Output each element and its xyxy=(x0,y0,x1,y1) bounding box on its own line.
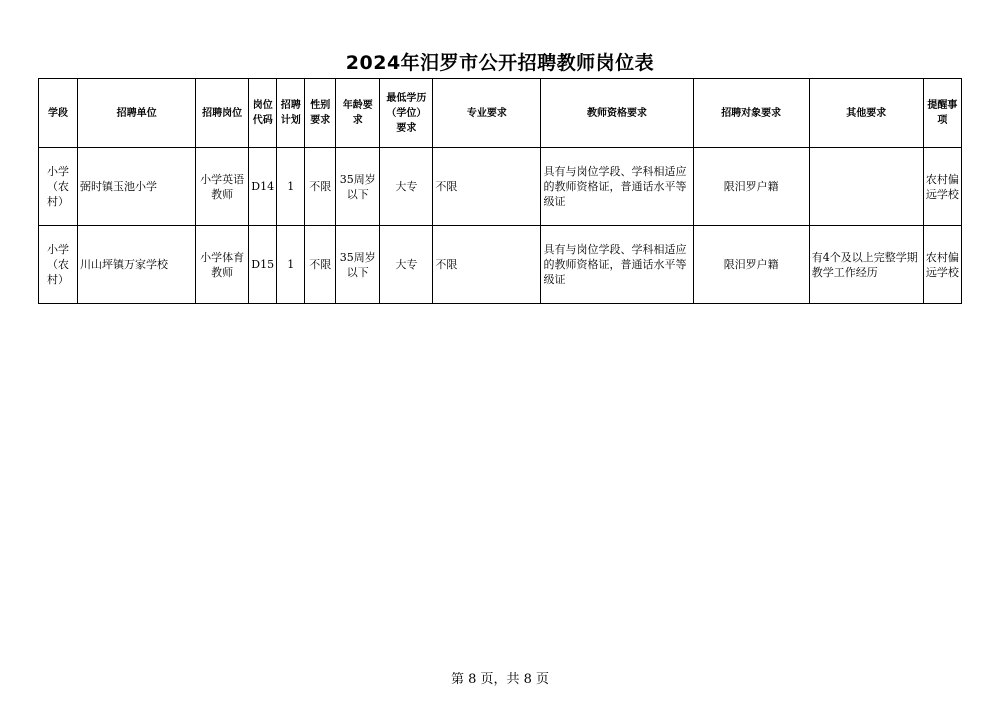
cell-qualification: 具有与岗位学段、学科相适应的教师资格证，普通话水平等级证 xyxy=(541,148,693,226)
cell-gender: 不限 xyxy=(305,148,336,226)
cell-target: 限汨罗户籍 xyxy=(693,148,809,226)
cell-major: 不限 xyxy=(433,226,541,304)
cell-gender: 不限 xyxy=(305,226,336,304)
cell-age: 35周岁以下 xyxy=(336,226,380,304)
cell-plan: 1 xyxy=(277,148,305,226)
cell-other xyxy=(809,148,923,226)
header-gender: 性别要求 xyxy=(305,79,336,148)
cell-target: 限汨罗户籍 xyxy=(693,226,809,304)
recruitment-table xyxy=(38,78,962,304)
cell-stage: 小学（农村） xyxy=(39,148,78,226)
page-title: 2024年汨罗市公开招聘教师岗位表 xyxy=(345,52,655,74)
header-target: 招聘对象要求 xyxy=(693,79,809,148)
cell-post: 小学体育教师 xyxy=(196,226,249,304)
cell-unit: 川山坪镇万家学校 xyxy=(78,226,196,304)
header-qualification: 教师资格要求 xyxy=(541,79,693,148)
cell-qualification: 具有与岗位学段、学科相适应的教师资格证，普通话水平等级证 xyxy=(541,226,693,304)
header-post: 招聘岗位 xyxy=(196,79,249,148)
cell-remind: 农村偏远学校 xyxy=(923,226,961,304)
header-stage: 学段 xyxy=(39,79,78,148)
header-row xyxy=(39,79,962,148)
cell-plan: 1 xyxy=(277,226,305,304)
cell-education: 大专 xyxy=(380,226,433,304)
header-plan: 招聘计划 xyxy=(277,79,305,148)
header-age: 年龄要求 xyxy=(336,79,380,148)
cell-remind: 农村偏远学校 xyxy=(923,148,961,226)
cell-code: D14 xyxy=(249,148,277,226)
header-remind: 提醒事项 xyxy=(923,79,961,148)
header-other: 其他要求 xyxy=(809,79,923,148)
cell-post: 小学英语教师 xyxy=(196,148,249,226)
page-footer: 第 8 页，共 8 页 xyxy=(450,672,550,687)
cell-education: 大专 xyxy=(380,148,433,226)
header-unit: 招聘单位 xyxy=(78,79,196,148)
cell-other: 有4个及以上完整学期教学工作经历 xyxy=(809,226,923,304)
cell-stage: 小学（农村） xyxy=(39,226,78,304)
cell-code: D15 xyxy=(249,226,277,304)
header-code: 岗位代码 xyxy=(249,79,277,148)
header-major: 专业要求 xyxy=(433,79,541,148)
cell-unit: 弼时镇玉池小学 xyxy=(78,148,196,226)
table-row xyxy=(39,226,962,304)
cell-age: 35周岁以下 xyxy=(336,148,380,226)
cell-major: 不限 xyxy=(433,148,541,226)
table-row xyxy=(39,148,962,226)
header-education: 最低学历（学位）要求 xyxy=(380,79,433,148)
